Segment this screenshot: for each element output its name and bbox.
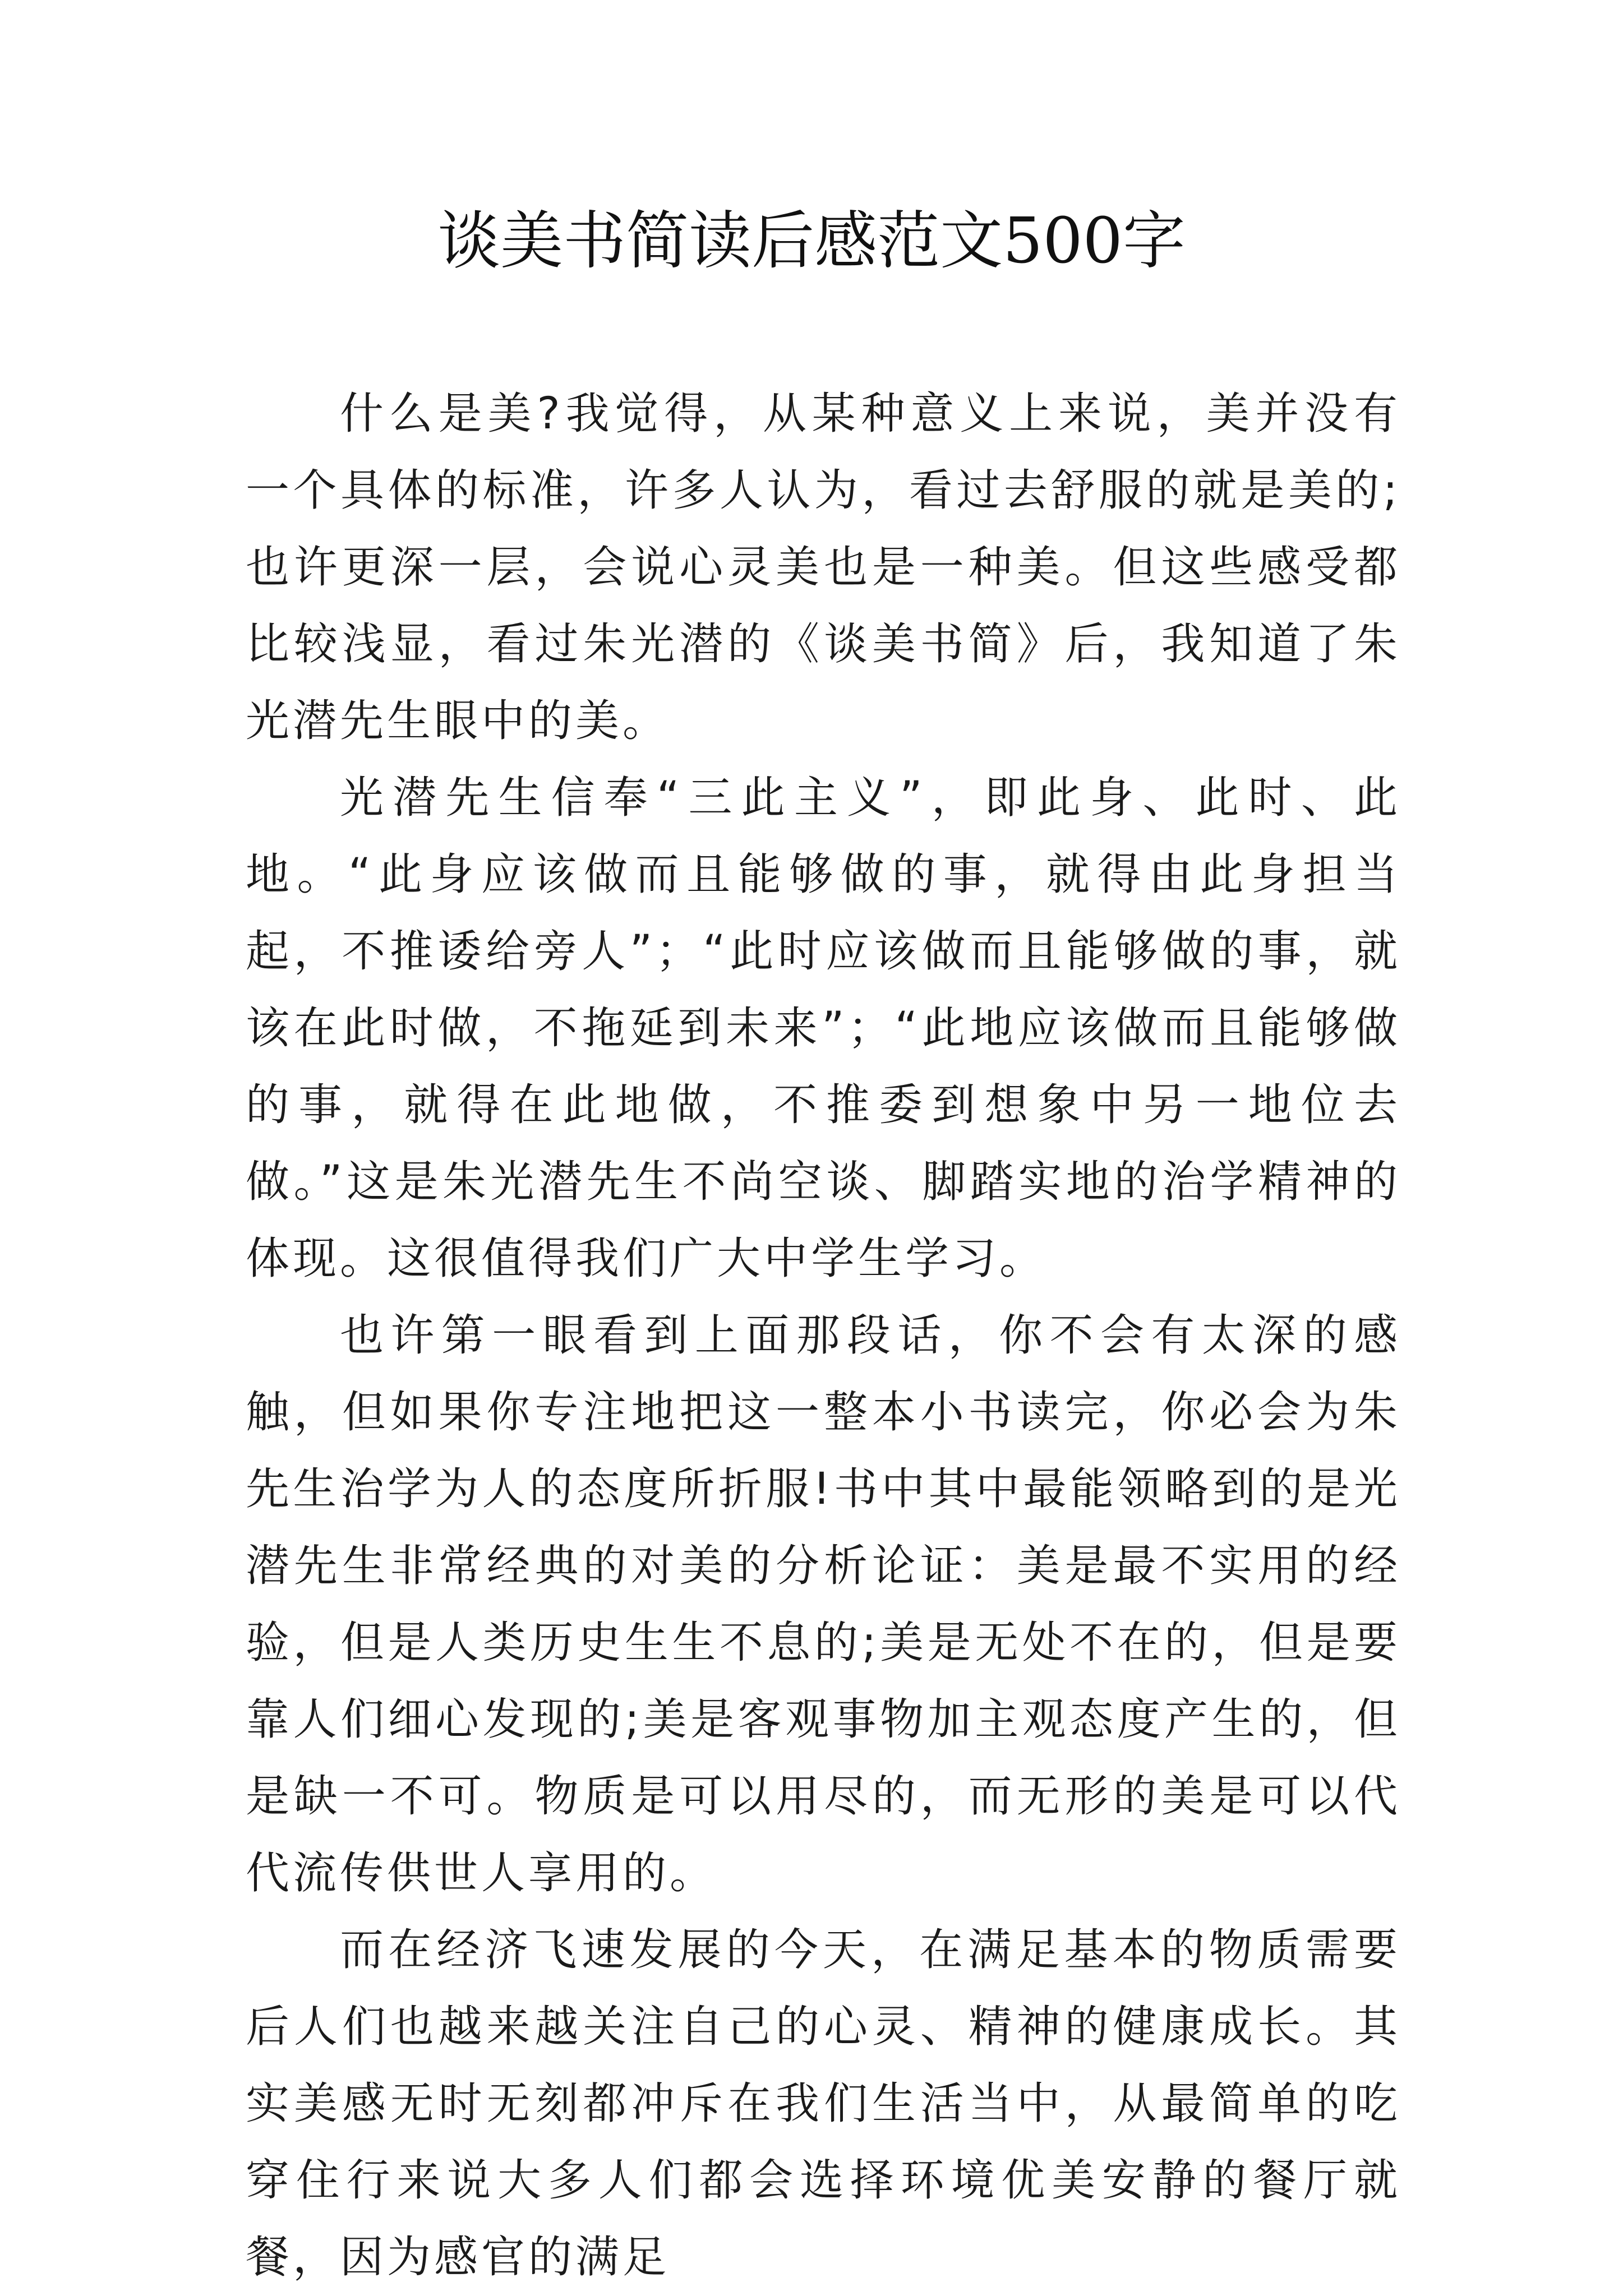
document-body xyxy=(246,376,1401,2296)
document-title: 谈美书简读后感范文500字 xyxy=(437,205,1186,278)
paragraph: 也许第一眼看到上面那段话，你不会有太深的感触，但如果你专注地把这一整本小书读完，你必会为朱先生治学为人的态度所折服!书中其中最能领略到的是光潜先生非常经典的对美的分析论证：美是最不实用的经验，但是人类历史生生不息的;美是无处不在的，但是要靠人们细心发现的;美是客观事物加主观态度产生的，但是缺一不可。物质是可以用尽的，而无形的美是可以代代流传供世人享用的。 xyxy=(246,1310,1401,1898)
paragraph: 什么是美?我觉得，从某种意义上来说，美并没有一个具体的标准，许多人认为，看过去舒服的就是美的;也许更深一层，会说心灵美也是一种美。但这些感受都比较浅显，看过朱光潜的《谈美书简》后，我知道了朱光潜先生眼中的美。 xyxy=(246,389,1401,746)
paragraph: 光潜先生信奉“三此主义”，即此身、此时、此地。“此身应该做而且能够做的事，就得由此身担当起，不推诿给旁人”；“此时应该做而且能够做的事，就该在此时做，不拖延到未来”；“此地应该做而且能够做的事，就得在此地做，不推委到想象中另一地位去做。”这是朱光潜先生不尚空谈、脚踏实地的治学精神的体现。这很值得我们广大中学生学习。 xyxy=(246,773,1401,1284)
paragraph: 而在经济飞速发展的今天，在满足基本的物质需要后人们也越来越关注自己的心灵、精神的健康成长。其实美感无时无刻都冲斥在我们生活当中，从最简单的吃穿住行来说大多人们都会选择环境优美安静的餐厅就餐，因为感官的满足 xyxy=(246,1925,1401,2283)
